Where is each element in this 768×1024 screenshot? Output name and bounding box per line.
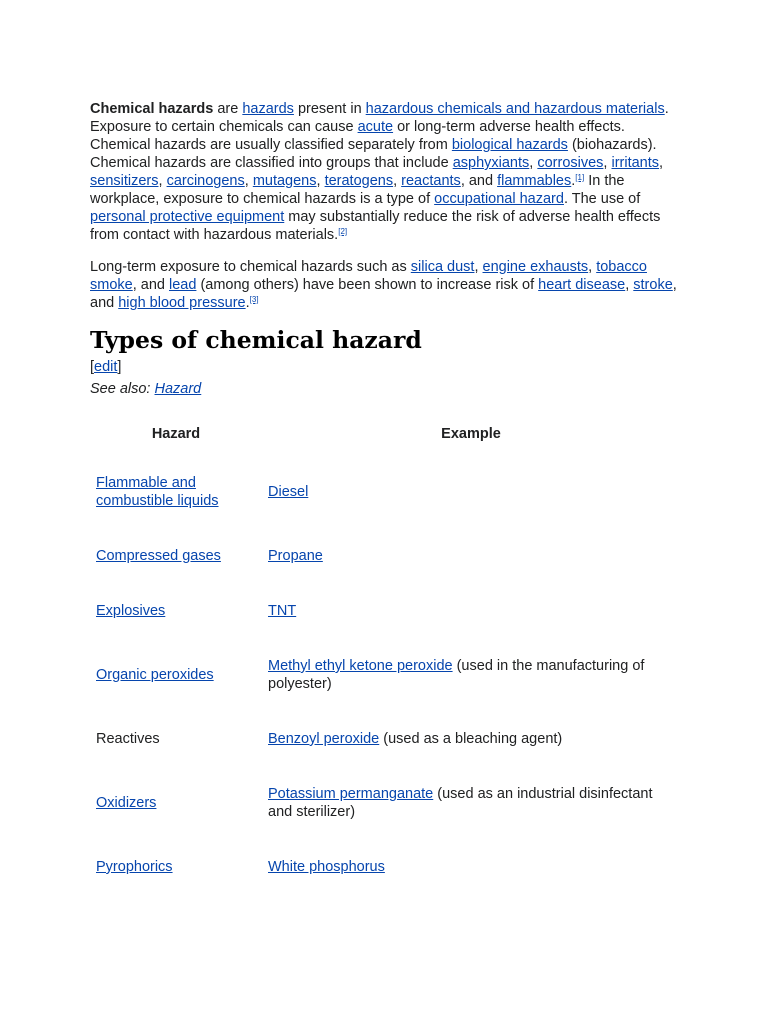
hazard-link[interactable]: Pyrophorics <box>96 858 173 875</box>
hazard-link[interactable]: Oxidizers <box>96 794 157 811</box>
example-note: (used as an industrial disinfectant and sterilizer) <box>268 786 653 820</box>
link-mutagens[interactable]: mutagens <box>252 173 317 189</box>
reference-link[interactable]: [2] <box>338 227 348 236</box>
link-engine-exhausts[interactable]: engine exhausts <box>482 259 589 275</box>
example-cell <box>262 584 680 639</box>
link-carcinogens[interactable]: carcinogens <box>166 173 245 189</box>
text: present in <box>293 101 366 117</box>
link-biological-hazards[interactable]: biological hazards <box>451 137 568 153</box>
see-also-link[interactable]: Hazard <box>154 381 202 397</box>
edit-section <box>90 358 680 376</box>
column-header: Hazard <box>151 426 201 442</box>
hazard-cell <box>90 456 262 529</box>
text: . <box>571 173 576 189</box>
link-corrosives[interactable]: corrosives <box>537 155 604 171</box>
text: , <box>625 277 634 293</box>
link-irritants[interactable]: irritants <box>611 155 660 171</box>
hazard-table <box>90 412 680 895</box>
example-cell <box>262 767 680 840</box>
link-hazardous-materials[interactable]: hazardous chemicals and hazardous materials <box>365 101 665 117</box>
example-cell <box>262 840 680 895</box>
example-link[interactable]: Potassium permanganate <box>268 786 434 802</box>
hazard-cell <box>90 840 262 895</box>
hazard-cell <box>90 712 262 767</box>
hazard-text: Reactives <box>96 730 160 747</box>
column-header: Example <box>441 426 501 442</box>
text: , <box>316 173 325 189</box>
text: , <box>603 155 612 171</box>
link-acute[interactable]: acute <box>357 119 394 135</box>
hazard-link[interactable]: Explosives <box>96 602 166 619</box>
link-tobacco-smoke[interactable]: tobacco smoke <box>90 259 647 293</box>
table-row <box>90 767 680 840</box>
text: , and <box>460 173 498 189</box>
link-high-blood-pressure[interactable]: high blood pressure <box>118 295 246 311</box>
example-cell <box>262 712 680 767</box>
text: Long-term exposure to chemical hazards such as <box>90 259 411 275</box>
link-lead[interactable]: lead <box>169 277 197 293</box>
link-teratogens[interactable]: teratogens <box>324 173 394 189</box>
text: , <box>659 155 664 171</box>
link-ppe[interactable]: personal protective equipment <box>90 209 285 225</box>
reference-link[interactable]: [1] <box>575 173 585 182</box>
example-cell <box>262 529 680 584</box>
see-also-note <box>90 380 680 398</box>
exposure-paragraph <box>90 258 680 312</box>
bold-term: Chemical hazards <box>90 101 214 117</box>
link-silica-dust[interactable]: silica dust <box>410 259 475 275</box>
text: . Exposure to certain chemicals can cause <box>90 101 669 135</box>
example-link[interactable]: Diesel <box>268 483 309 500</box>
link-hazards[interactable]: hazards <box>242 101 294 117</box>
hazard-link[interactable]: Organic peroxides <box>96 666 214 683</box>
link-heart-disease[interactable]: heart disease <box>538 277 626 293</box>
example-link[interactable]: White phosphorus <box>268 858 385 875</box>
hazard-cell <box>90 767 262 840</box>
text: In the workplace, exposure to chemical hazards is a type of <box>90 173 625 207</box>
example-link[interactable]: Propane <box>268 547 323 564</box>
hazard-link[interactable]: Compressed gases <box>96 547 221 564</box>
link-sensitizers[interactable]: sensitizers <box>90 173 159 189</box>
article-content <box>90 100 680 895</box>
section-heading: Types of chemical hazard <box>90 326 422 354</box>
example-cell <box>262 639 680 712</box>
table-row <box>90 584 680 639</box>
see-also-label: See also: <box>90 381 155 397</box>
text: (biohazards). Chemical hazards are classified into groups that include <box>90 137 657 171</box>
bracket: ] <box>117 359 122 375</box>
link-reactants[interactable]: reactants <box>401 173 461 189</box>
text: , and <box>90 277 677 311</box>
link-stroke[interactable]: stroke <box>633 277 673 293</box>
hazard-cell <box>90 529 262 584</box>
text: , and <box>132 277 169 293</box>
example-note: (used in the manufacturing of polyester) <box>268 658 645 692</box>
text: , <box>393 173 402 189</box>
text: or long-term adverse health effects. Chemical hazards are usually classified separately from <box>90 119 625 153</box>
text: (among others) have been shown to increase risk of <box>196 277 539 293</box>
text: . The use of <box>563 191 641 207</box>
link-occupational-hazard[interactable]: occupational hazard <box>434 191 564 207</box>
text: , <box>158 173 167 189</box>
text: , <box>474 259 483 275</box>
table-row <box>90 712 680 767</box>
hazard-cell <box>90 584 262 639</box>
table-row <box>90 639 680 712</box>
edit-link[interactable]: edit <box>94 359 118 375</box>
example-cell <box>262 456 680 529</box>
hazard-cell <box>90 639 262 712</box>
example-link[interactable]: Benzoyl peroxide <box>268 730 380 747</box>
text: , <box>244 173 253 189</box>
text: are <box>213 101 243 117</box>
link-flammables[interactable]: flammables <box>497 173 572 189</box>
bracket: [ <box>90 359 95 375</box>
link-asphyxiants[interactable]: asphyxiants <box>452 155 530 171</box>
hazard-link[interactable]: Flammable and combustible liquids <box>96 475 219 509</box>
example-link[interactable]: TNT <box>268 602 297 619</box>
table-row <box>90 456 680 529</box>
table-header-row <box>90 412 680 456</box>
table-row <box>90 529 680 584</box>
table-row <box>90 840 680 895</box>
intro-paragraph <box>90 100 680 244</box>
text: may substantially reduce the risk of adverse health effects from contact with hazardous materials. <box>90 209 661 243</box>
text: , <box>588 259 597 275</box>
reference-link[interactable]: [3] <box>249 295 259 304</box>
example-link[interactable]: Methyl ethyl ketone peroxide <box>268 658 453 674</box>
text: , <box>529 155 538 171</box>
example-note: (used as a bleaching agent) <box>379 730 563 747</box>
text: . <box>245 295 250 311</box>
